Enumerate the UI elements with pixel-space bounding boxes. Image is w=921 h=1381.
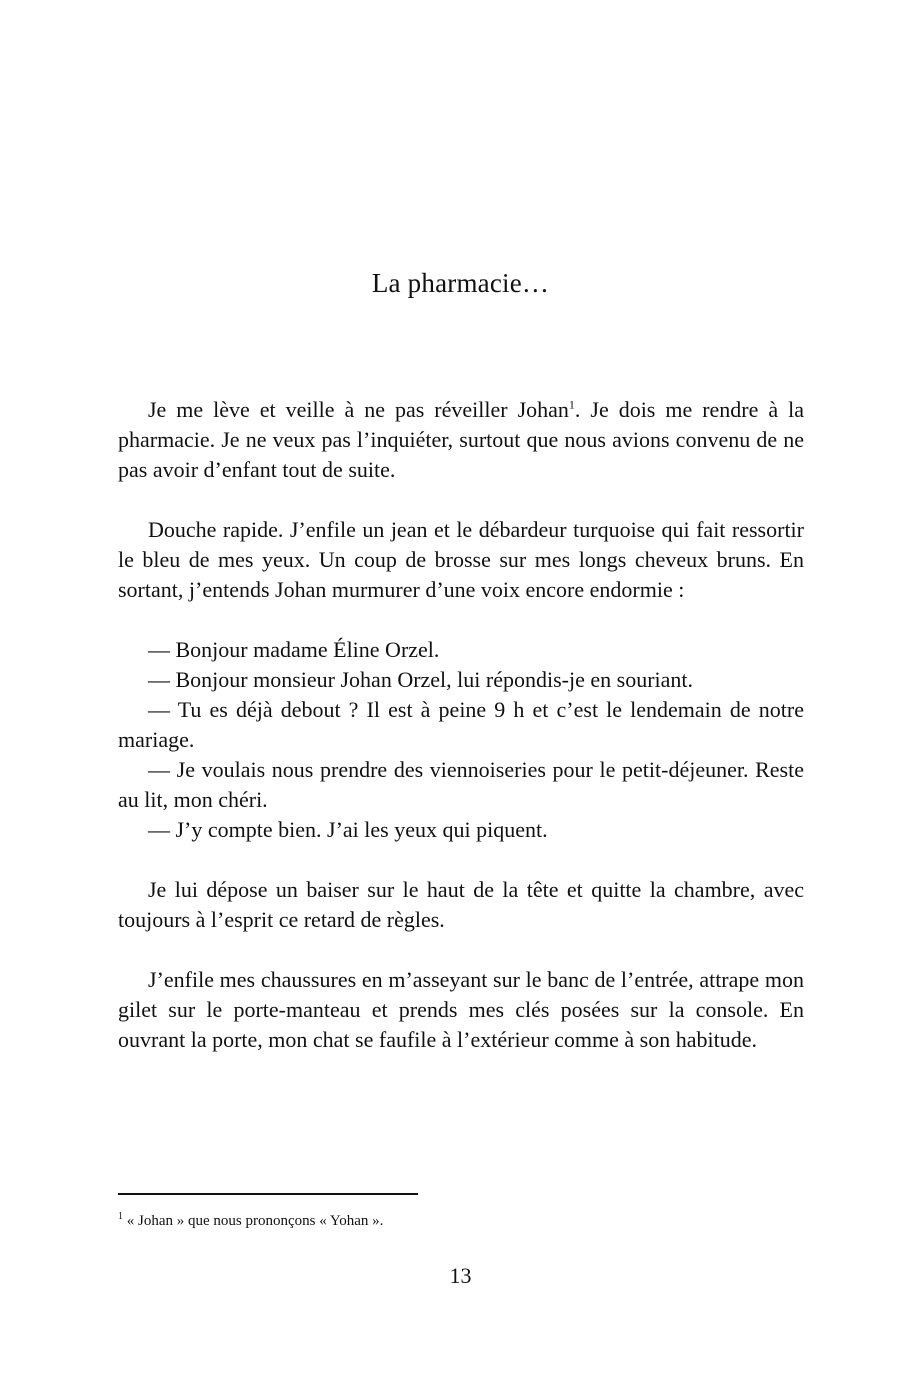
dialogue-line: — Tu es déjà debout ? Il est à peine 9 h et c’est le lendemain de notre mariage.	[118, 697, 804, 752]
footnote	[118, 1211, 383, 1231]
footnote-divider	[118, 1193, 418, 1195]
paragraph-4: J’enfile mes chaussures en m’asseyant sur le banc de l’entrée, attrape mon gilet sur le porte-manteau et prends mes clés posées sur la console. En ouvrant la porte, mon chat se faufile à l’extérieur comme à son habitude.	[118, 967, 804, 1052]
paragraph-1	[118, 395, 804, 485]
page-number: 13	[449, 1263, 472, 1288]
paragraph-2: Douche rapide. J’enfile un jean et le débardeur turquoise qui fait ressortir le bleu de mes yeux. Un coup de brosse sur mes longs cheveux bruns. En sortant, j’entends Johan murmurer d’une voix encore endormie :	[118, 517, 804, 602]
dialogue-line: — J’y compte bien. J’ai les yeux qui piquent.	[148, 817, 548, 842]
footnote-number: 1	[118, 1211, 123, 1222]
dialogue-block	[118, 635, 804, 845]
paragraph-3: Je lui dépose un baiser sur le haut de la tête et quitte la chambre, avec toujours à l’esprit ce retard de règles.	[118, 877, 804, 932]
paragraph-1-text-a: Je me lève et veille à ne pas réveiller Johan	[148, 397, 569, 422]
dialogue-line: — Bonjour monsieur Johan Orzel, lui répondis-je en souriant.	[148, 667, 694, 692]
body-text	[118, 395, 804, 1055]
footnote-reference: 1	[568, 397, 575, 412]
dialogue-line: — Je voulais nous prendre des viennoiseries pour le petit-déjeuner. Reste au lit, mon chéri.	[118, 757, 804, 812]
dialogue-line: — Bonjour madame Éline Orzel.	[148, 637, 440, 662]
paragraph-1-text-b: . Je dois me rendre à la pharmacie. Je ne veux pas l’inquiéter, surtout que nous avions convenu de ne pas avoir d’enfant tout de suite.	[118, 397, 805, 482]
footnote-text: « Johan » que nous prononçons « Yohan ».	[123, 1213, 384, 1229]
chapter-title: La pharmacie…	[371, 268, 550, 298]
